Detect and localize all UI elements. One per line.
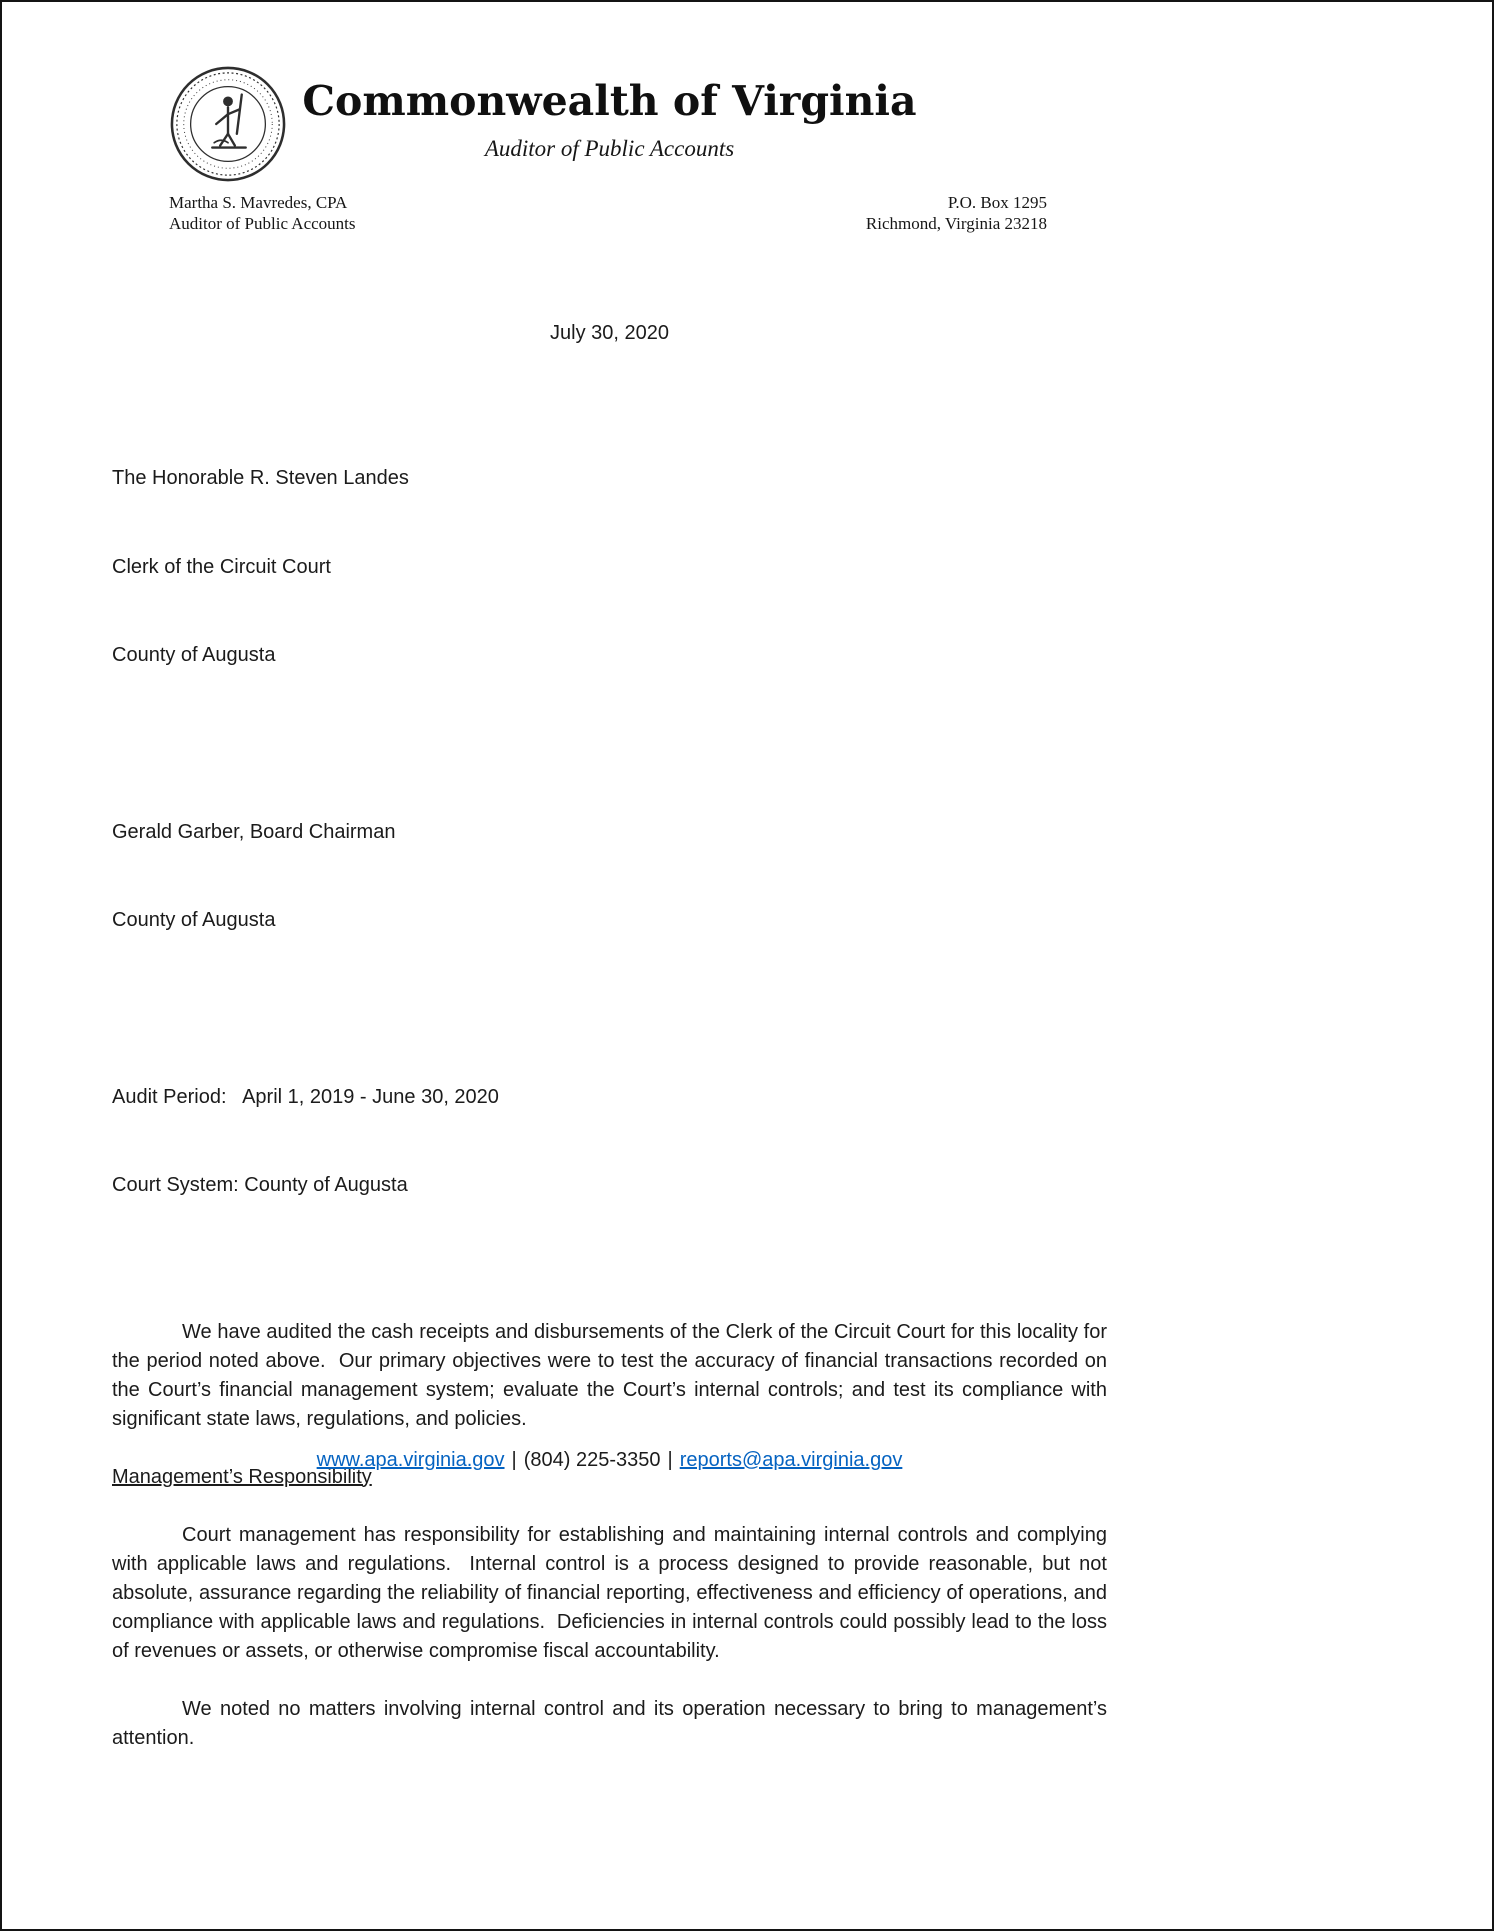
footer-separator: | xyxy=(667,1449,673,1471)
virginia-state-seal-icon xyxy=(169,65,287,183)
recipient-1-name: The Honorable R. Steven Landes xyxy=(112,467,409,489)
auditor-title: Auditor of Public Accounts xyxy=(169,214,356,233)
letterhead-title: Commonwealth of Virginia xyxy=(302,77,917,125)
paragraph-management-responsibility: Court management has responsibility for establishing and maintaining internal controls and complying with applicable laws and regulations. Internal control is a process designed to provide reasonable, but not absolute, assurance regarding the reliability of financial reporting, effectiveness and efficiency of operations, and compliance with applicable laws and regulations. Deficiencies in internal controls could possibly lead to the loss of revenues or assets, or otherwise compromise fiscal accountability. xyxy=(112,1523,1113,1662)
court-system-line: Court System: County of Augusta xyxy=(112,1174,408,1196)
recipient-block xyxy=(112,405,1107,1260)
recipient-1-locality: County of Augusta xyxy=(112,644,276,666)
paragraph-no-matters-noted: We noted no matters involving internal control and its operation necessary to bring to management’s attention. xyxy=(112,1697,1113,1749)
recipient-2-name: Gerald Garber, Board Chairman xyxy=(112,820,396,843)
address-gap xyxy=(112,995,1107,1024)
footer-separator: | xyxy=(511,1449,517,1471)
audit-period-line: Audit Period: April 1, 2019 - June 30, 2020 xyxy=(112,1085,499,1108)
po-box: P.O. Box 1295 xyxy=(947,193,1047,212)
city-state-zip: Richmond, Virginia 23218 xyxy=(865,214,1047,233)
website-link[interactable]: www.apa.virginia.gov xyxy=(316,1449,505,1471)
phone-number: (804) 225-3350 xyxy=(523,1449,661,1471)
letter-date: July 30, 2020 xyxy=(550,322,669,344)
page-footer xyxy=(112,1446,1107,1475)
letterhead-subtitle: Auditor of Public Accounts xyxy=(484,136,735,161)
recipient-1-title: Clerk of the Circuit Court xyxy=(112,555,331,578)
office-address-block xyxy=(866,192,1047,234)
address-gap xyxy=(112,730,1107,759)
auditor-name-block xyxy=(169,192,356,234)
section-heading-managements-responsibility: Management’s Responsibility xyxy=(112,1465,372,1488)
auditor-name: Martha S. Mavredes, CPA xyxy=(169,193,348,212)
email-link[interactable]: reports@apa.virginia.gov xyxy=(679,1449,903,1471)
letter-content xyxy=(112,2,1113,1753)
letterhead xyxy=(112,65,1107,245)
paragraph-introduction: We have audited the cash receipts and disbursements of the Clerk of the Circuit Court for this locality for the period noted above. Our primary objectives were to test the accuracy of financial transactions recorded on the Court’s financial management system; evaluate the Court’s internal controls; and test its compliance with significant state laws, regulations, and policies. xyxy=(112,1320,1113,1430)
recipient-2-locality: County of Augusta xyxy=(112,909,276,931)
